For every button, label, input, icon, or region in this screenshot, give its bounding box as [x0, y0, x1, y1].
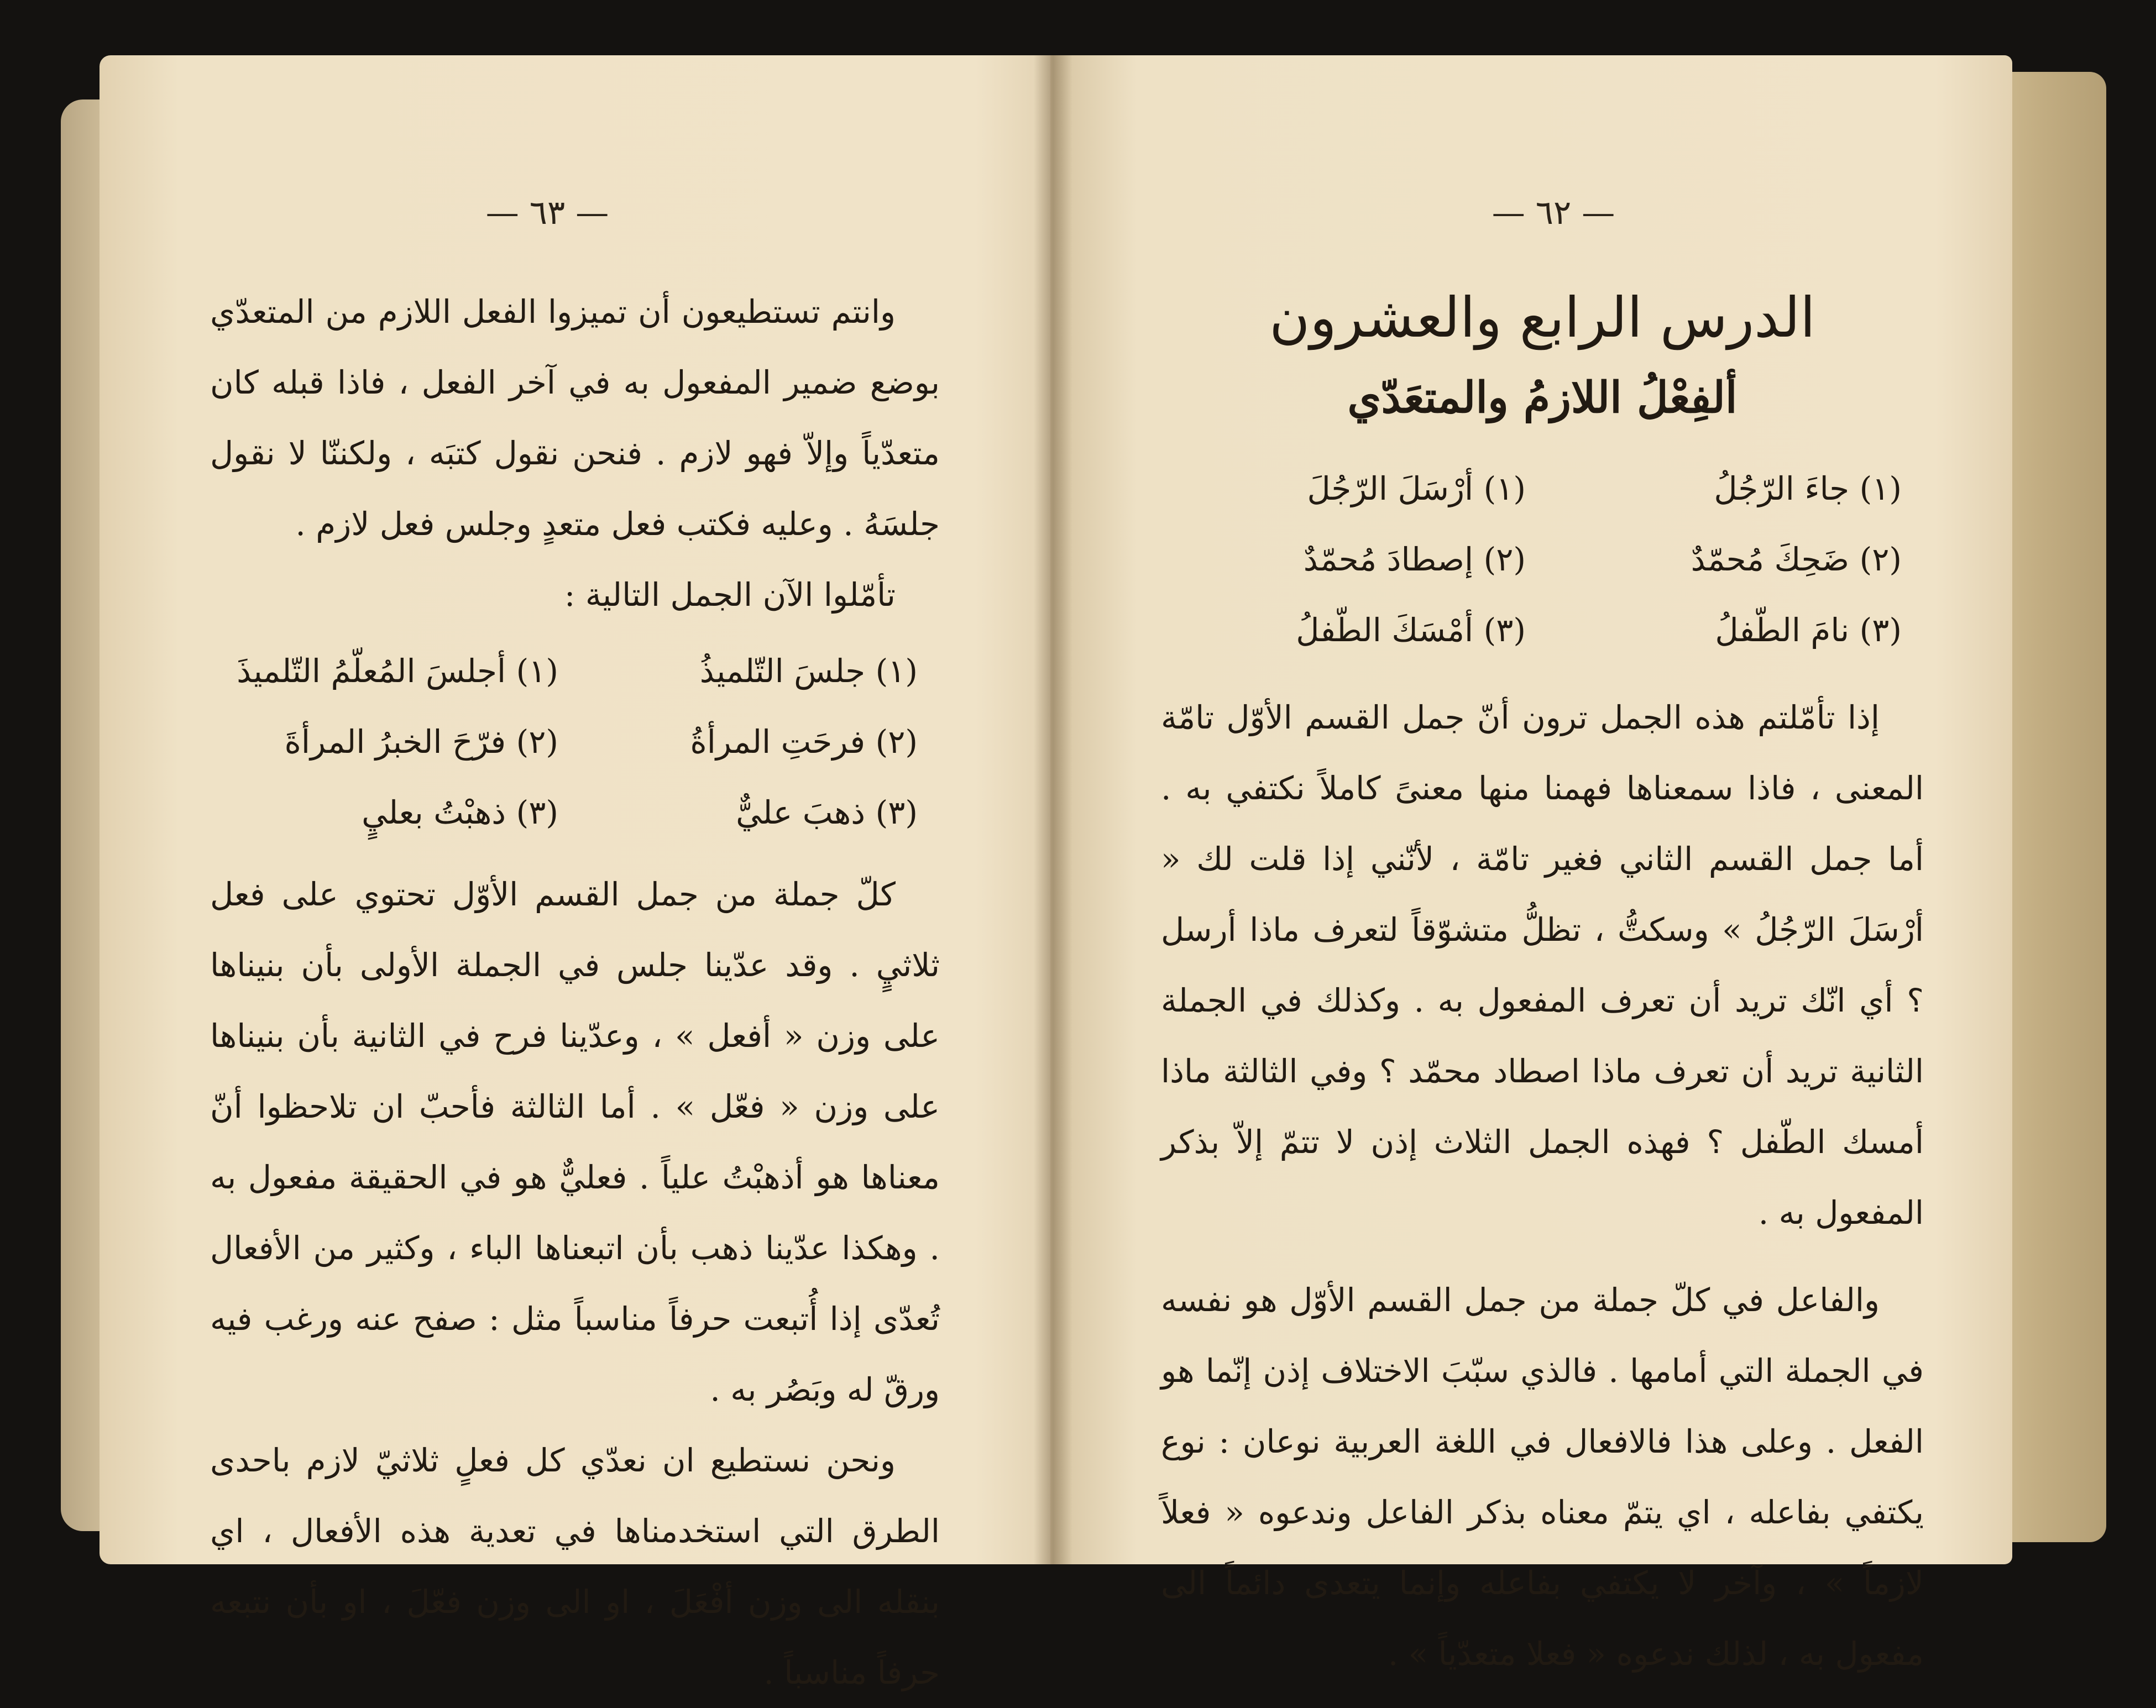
right-paragraph-1: إذا تأمّلتم هذه الجمل ترون أنّ جمل القسم الأوّل تامّة المعنى ، فاذا سمعناها فهمنا منها معنىً كاملاً نكتفي به . أما جمل القسم الثاني فغير تامّة ، لأنّني إذا قلت لك « أرْسَلَ الرّجُلُ » وسكتُّ ، تظلُّ متشوّقاً لتعرف ماذا أرسل ؟ أي انّك تريد أن تعرف المفعول به . وكذلك في الجملة الثانية تريد أن تعرف ماذا اصطاد محمّد ؟ وفي الثالثة ماذا أمسك الطّفل ؟ فهذه الجمل الثلاث إذن لا تتمّ إلاّ بذكر المفعول به .: [1161, 699, 1924, 1232]
right-page: [1050, 55, 2012, 1673]
left-page-text: [210, 276, 940, 1708]
example-item: (٣) أمْسَكَ الطّفلُ: [1296, 611, 1526, 649]
left-paragraph-3: ونحن نستطيع ان نعدّي كل فعلٍ ثلاثيّ لازم باحدى الطرق التي استخدمناها في تعدية هذه الأفعال ، اي بنقله الى وزن أفْعَلَ ، او الى وزن فعّلَ ، او بأن نتبعه حرفاً مناسباً .: [210, 1442, 940, 1691]
example-item: (٣) ذهبَ عليٌّ: [736, 794, 918, 831]
example-item: (١) أجلسَ المُعلّمُ التّلميذَ: [237, 652, 558, 690]
example-item: (٣) ذهبْتُ بعليٍ: [362, 794, 558, 831]
lesson-subtitle: ألفِعْلُ اللازمُ والمتعَدّي: [1347, 373, 1738, 423]
example-item: (٢) فرّحَ الخبرُ المرأةَ: [284, 723, 558, 761]
page-number-left: — ٦٣ —: [485, 193, 609, 232]
example-item: (١) جاءَ الرّجُلُ: [1714, 470, 1902, 507]
open-book: [61, 55, 2106, 1691]
lesson-title: الدرس الرابع والعشرون: [1269, 285, 1815, 350]
left-page: [100, 55, 1095, 1691]
right-paragraph-2: والفاعل في كلّ جملة من جمل القسم الأوّل هو نفسه في الجملة التي أمامها . فالذي سبّبَ الاختلاف إذن إنّما هو الفعل . وعلى هذا فالافعال في اللغة العربية نوعان : نوع يكتفي بفاعله ، اي يتمّ معناه بذكر الفاعل وندعوه « فعلاً لازماً » ، وآخر لا يكتفي بفاعله وإنما يتعدى دائماً الى مفعول به ، لذلك ندعوه « فعلا متعدّياً » .: [1161, 1281, 1924, 1673]
left-paragraph-2: كلّ جملة من جمل القسم الأوّل تحتوي على فعل ثلاثيٍ . وقد عدّينا جلس في الجملة الأولى بأن بنيناها على وزن « أفعل » ، وعدّينا فرح في الثانية بأن بنيناها على وزن « فعّل » . أما الثالثة فأحبّ ان تلاحظوا أنّ معناها هو أذهبْتُ علياً . فعليٌّ هو في الحقيقة مفعول به . وهكذا عدّينا ذهب بأن اتبعناها الباء ، وكثير من الأفعال تُعدّى إذا أُتبعت حرفاً مناسباً مثل : صفح عنه ورغب فيه ورقّ له وبَصُر به .: [210, 876, 940, 1408]
example-item: (٣) نامَ الطّفلُ: [1715, 611, 1902, 649]
right-examples: [1161, 453, 1924, 666]
example-item: (٢) ضَحِكَ مُحمّدٌ: [1691, 541, 1902, 578]
book-gutter: [1034, 55, 1072, 1564]
left-paragraph-1: وانتم تستطيعون أن تميزوا الفعل اللازم من المتعدّي بوضع ضمير المفعول به في آخر الفعل ، فاذا قبله كان متعدّياً وإلاّ فهو لازم . فنحن نقول كتبَه ، ولكننّا لا نقول جلسَهُ . وعليه فكتب فعل متعدٍ وجلس فعل لازم .: [210, 293, 940, 543]
example-item: (٢) إصطادَ مُحمّدٌ: [1303, 541, 1526, 578]
example-item: (١) أرْسَلَ الرّجُلَ: [1307, 470, 1526, 507]
page-number-right: — ٦٢ —: [1492, 193, 1615, 232]
left-examples: [210, 636, 940, 848]
left-examples-intro: تأمّلوا الآن الجمل التالية :: [564, 576, 896, 614]
book-edge-right: [1996, 72, 2106, 1542]
example-item: (٢) فرحَتِ المرأةُ: [690, 723, 918, 761]
right-page-text: [1161, 276, 1924, 1689]
example-item: (١) جلسَ التّلميذُ: [699, 652, 918, 690]
